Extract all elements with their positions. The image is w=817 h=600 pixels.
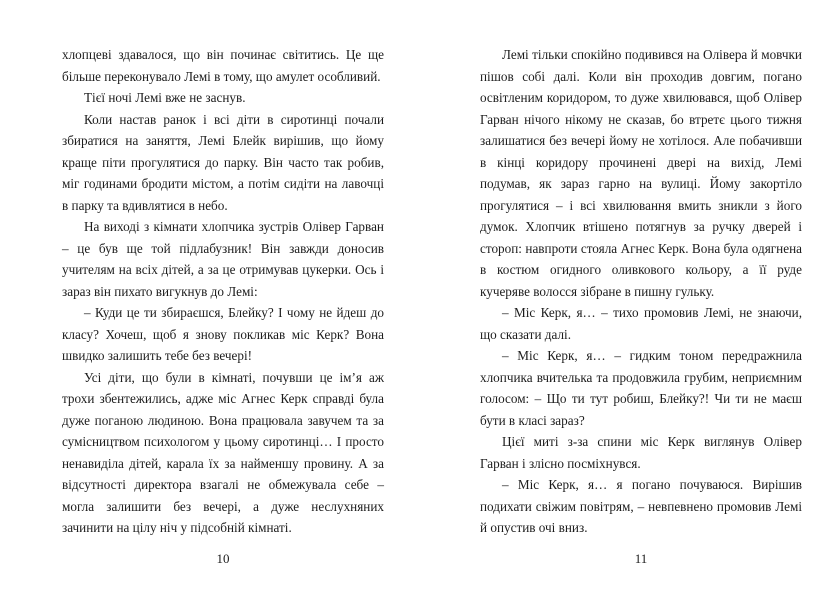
paragraph: – Міс Керк, я… – тихо промовив Лемі, не знаючи, що сказати далі. (480, 305, 802, 342)
paragraph: Усі діти, що були в кімнаті, почувши це ім’я аж трохи збентежились, адже міс Агнес Керк справді була дуже поганою людиною. Вона працювала завучем та за сумісництвом психологом у цьому сиротинці… І просто ненавиділа дітей, карала їх за найменшу провину. А за відсутності директора взагалі не обмежувала себе – могла залишити без вечері, а дуже неслухняних зачинити на цілу ніч у підсобній кімнаті. (62, 369, 384, 535)
right-page-text (480, 44, 802, 539)
paragraph: Цієї миті з-за спини міс Керк виглянув Олівер Гарван і злісно посміхнувся. (480, 434, 802, 471)
paragraph: Коли настав ранок і всі діти в сиротинці почали збиратися на заняття, Лемі Блейк вирішив, що йому краще піти прогулятися до парку. Він часто так робив, міг годинами бродити містом, а потім сидіти на лавочці в парку та вдивлятися в небо. (62, 111, 384, 213)
paragraph: хлопцеві здавалося, що він починає світитись. Це ще більше переконувало Лемі в тому, що амулет особливий. (62, 47, 384, 84)
paragraph: Тієї ночі Лемі вже не заснув. (84, 90, 246, 105)
paragraph: – Куди це ти збираєшся, Блейку? І чому не йдеш до класу? Хочеш, щоб я знову покликав міс Керк? Вона швидко залишить тебе без вечері! (62, 305, 384, 363)
page-number-left: 10 (216, 551, 230, 566)
paragraph: – Міс Керк, я… – гидким тоном передражнила хлопчика вчителька та продовжила грубим, неприємним голосом: – Що ти тут робиш, Блейку?! Чи ти не маєш бути в класі зараз? (480, 348, 802, 428)
paragraph: – Міс Керк, я… я погано почуваюся. Вирішив подихати свіжим повітрям, – невпевнено промовив Лемі й опустив очі вниз. (480, 477, 802, 535)
paragraph: На виході з кімнати хлопчика зустрів Олівер Гарван – це був ще той підлабузник! Він завжди доносив учителям на всіх дітей, а за це отримував цукерки. Ось і зараз він пихато вигукнув до Лемі: (62, 219, 384, 299)
left-page (62, 44, 384, 584)
left-page-text (62, 44, 384, 539)
page-number-right: 11 (634, 551, 648, 566)
right-page (480, 44, 802, 584)
paragraph: Лемі тільки спокійно подивився на Олівера й мовчки пішов собі далі. Коли він проходив довгим, погано освітленим коридором, то дуже хвилювався, щоб Олівер Гарван нічого нікому не сказав, бо втретє цього тижня залишатися без вечері йому не хотілося. Але побачивши в кінці коридору прочинені двері на вихід, Лемі подумав, як зараз гарно на вулиці. Йому закортіло прогулятися – і всі хвилювання вмить зникли з його думок. Хлопчик втішено потягнув за ручку дверей і стороп: навпроти стояла Агнес Керк. Вона була одягнена в костюм огидного оливкового кольору, а її руде кучеряве волосся зібране в пишну гульку. (480, 47, 802, 299)
